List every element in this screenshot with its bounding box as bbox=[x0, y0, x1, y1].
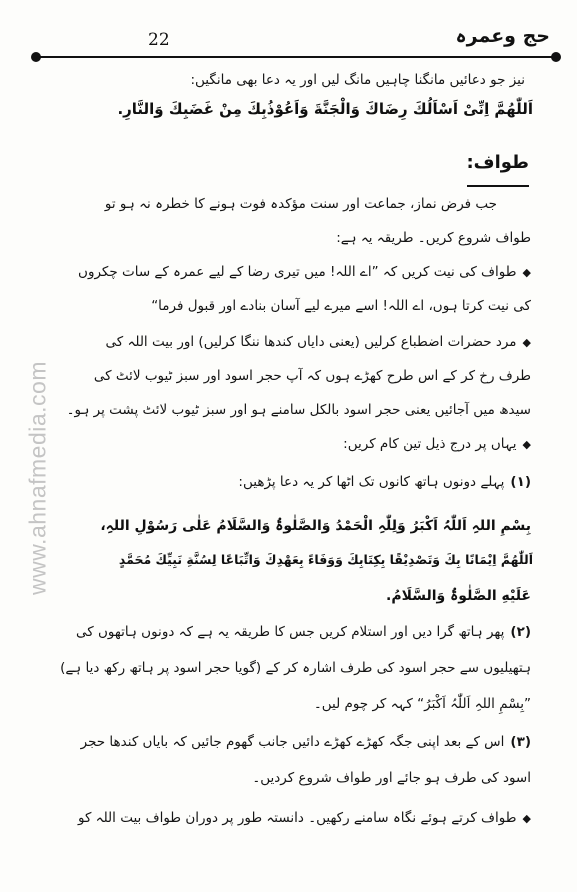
bullet-item bbox=[78, 264, 531, 280]
section-heading-underline bbox=[467, 185, 529, 187]
section-intro-line: جب فرض نماز، جماعت اور سنت مؤکدہ فوت ہونے کا خطرہ نہ ہو تو bbox=[104, 196, 497, 212]
bullet-marker: ◆ bbox=[522, 812, 531, 825]
bullet-text: طواف کی نیت کریں کہ ”اے اللہ! میں تیری رضا کے لیے عمرہ کے سات چکروں bbox=[78, 264, 517, 280]
bullet-text: طواف کرتے ہوئے نگاہ سامنے رکھیں۔ دانستہ طور پر دوران طواف بیت اللہ کو bbox=[77, 810, 517, 826]
step-item bbox=[238, 474, 531, 490]
page-number: 22 bbox=[148, 30, 170, 50]
step-item bbox=[81, 734, 531, 750]
section-intro-line: طواف شروع کریں۔ طریقہ یہ ہے: bbox=[336, 230, 531, 246]
bullet-item bbox=[343, 436, 531, 452]
header-rule-left-dot bbox=[31, 52, 41, 62]
step-item bbox=[76, 624, 531, 640]
bullet-text-continued: طرف رخ کر کے اس طرح کھڑے ہوں کہ آپ حجر اسود اور سبز ٹیوب لائٹ کی bbox=[93, 368, 531, 384]
intro-line: نیز جو دعائیں مانگنا چاہیں مانگ لیں اور یہ دعا بھی مانگیں: bbox=[190, 72, 525, 88]
arabic-dua-line: عَلَیْهِ الصَّلٰوۃُ وَالسَّلَامُ. bbox=[386, 588, 531, 604]
header-rule bbox=[36, 56, 556, 58]
bullet-item bbox=[105, 334, 531, 350]
step-text: پہلے دونوں ہاتھ کانوں تک اٹھا کر یہ دعا پڑھیں: bbox=[238, 474, 505, 490]
bullet-text: یہاں پر درج ذیل تین کام کریں: bbox=[343, 436, 517, 452]
bullet-marker: ◆ bbox=[522, 438, 531, 451]
section-heading: طواف: bbox=[466, 152, 529, 173]
step-text-continued: ہتھیلیوں سے حجر اسود کی طرف اشارہ کر کے (گویا حجر اسود پر ہاتھ رکھ دیا ہے) bbox=[60, 660, 531, 676]
book-title: حج وعمرہ bbox=[455, 25, 550, 47]
page-header bbox=[36, 22, 556, 62]
arabic-dua-line: بِسْمِ اللہِ اَللّٰہُ اَکْبَرُ وَلِلّٰہِ الْحَمْدُ وَالصَّلٰوۃُ وَالسَّلَامُ عَلٰی رَسُوْلِ اللہِ، bbox=[100, 518, 531, 534]
step-text: پھر ہاتھ گرا دیں اور استلام کریں جس کا طریقہ یہ ہے کہ دونوں ہاتھوں کی bbox=[76, 624, 505, 640]
bullet-item bbox=[78, 810, 531, 826]
intro-arabic-dua: اَللّٰھُمَّ اِنِّیْ اَسْاَلُكَ رِضَاكَ وَالْجَنَّةَ وَاَعُوْذُبِكَ مِنْ غَضَبِكَ وَالنَّارِ. bbox=[117, 100, 533, 118]
bullet-marker: ◆ bbox=[522, 266, 531, 279]
bullet-text-continued: کی نیت کرتا ہوں، اے اللہ! اسے میرے لیے آسان بنادے اور قبول فرما“ bbox=[151, 298, 531, 314]
header-rule-right-dot bbox=[551, 52, 561, 62]
bullet-text-continued: سیدھ میں آجائیں یعنی حجر اسود بالکل سامنے ہو اور سبز ٹیوب لائٹ پشت پر ہو۔ bbox=[66, 402, 531, 418]
step-number: (۳) bbox=[510, 734, 531, 750]
bullet-marker: ◆ bbox=[522, 336, 531, 349]
step-text-continued: اسود کی طرف ہو جائے اور طواف شروع کردیں۔ bbox=[252, 770, 531, 786]
step-number: (۲) bbox=[510, 624, 531, 640]
watermark-text: www.ahnafmedia.com bbox=[24, 361, 51, 595]
bullet-text: مرد حضرات اضطباع کرلیں (یعنی دایاں کندھا ننگا کرلیں) اور بیت اللہ کی bbox=[105, 334, 517, 350]
arabic-dua-line: اَللّٰھُمَّ اِیْمَانًا بِكَ وَتَصْدِیْقًا بِکِتَابِكَ وَوَفَاءً بِعَھْدِكَ وَاتِّبَاعًا لِسُنَّةِ نَبِیِّكَ مُحَمَّدٍ bbox=[118, 552, 533, 567]
step-text-continued: ”بِسْمِ اللہِ اَللّٰہُ اَکْبَرُ“ کہہ کر چوم لیں۔ bbox=[313, 696, 531, 712]
step-number: (۱) bbox=[510, 474, 531, 490]
step-text: اس کے بعد اپنی جگہ کھڑے کھڑے دائیں جانب گھوم جائیں کہ بایاں کندھا حجر bbox=[80, 734, 505, 750]
